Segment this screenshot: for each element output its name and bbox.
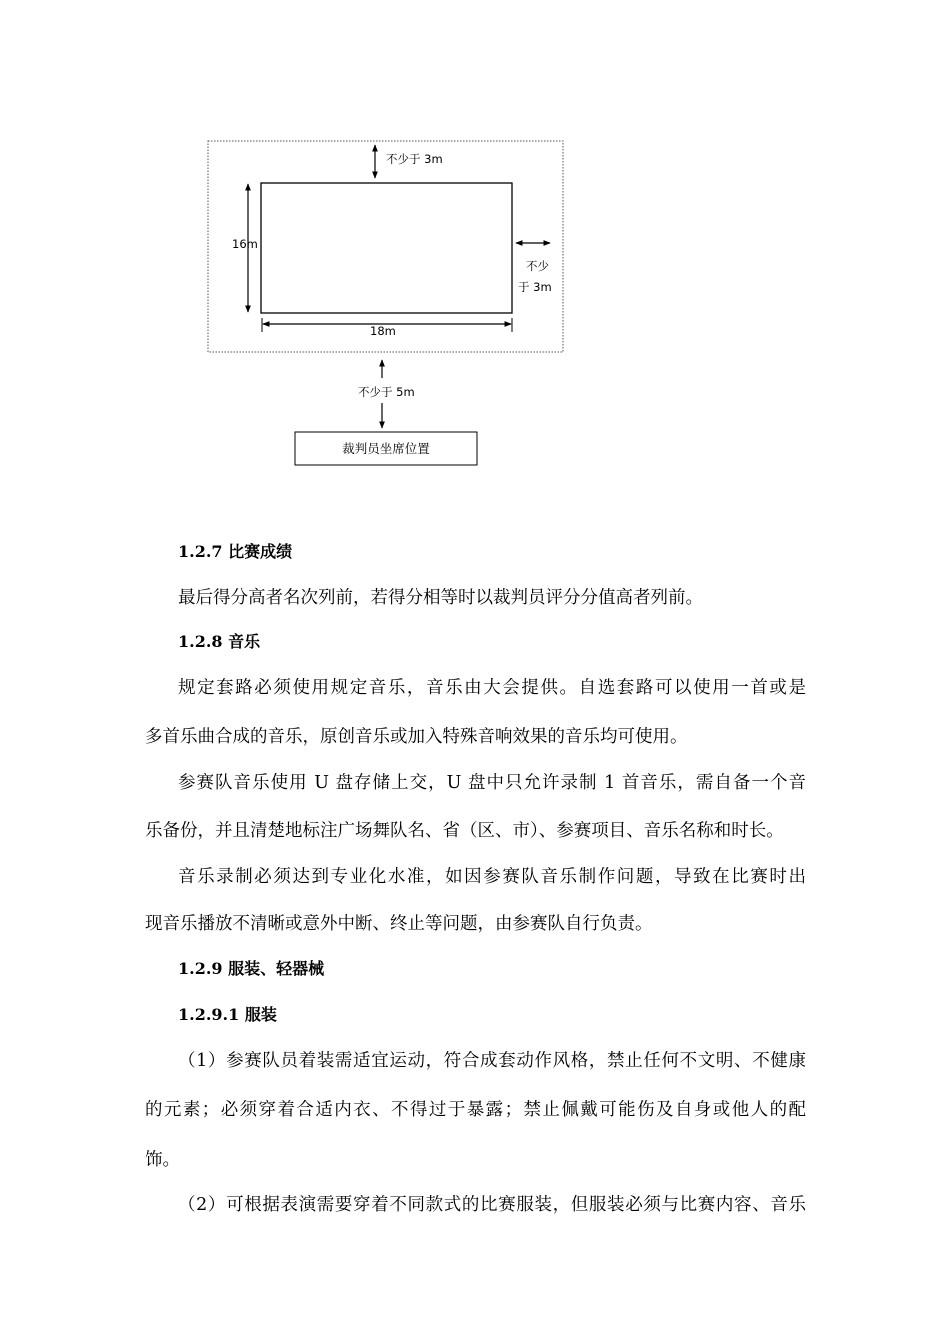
paragraph-results: 最后得分高者名次列前，若得分相等时以裁判员评分分值高者列前。 [178,588,703,608]
music-p3-line2: 现音乐播放不清晰或意外中断、终止等问题，由参赛队自行负责。 [145,914,653,934]
music-p1-line1: 规定套路必须使用规定音乐，音乐由大会提供。自选套路可以使用一首或是 [178,678,806,698]
side-gap-label-line2: 于 3m [518,280,552,294]
heading-1-2-7: 1.2.7 比赛成绩 [178,542,293,561]
judge-seat-label: 裁判员坐席位置 [342,441,430,456]
competition-area [261,183,512,313]
venue-layout-diagram [0,0,950,520]
music-p2-line1: 参赛队音乐使用 U 盘存储上交，U 盘中只允许录制 1 首音乐，需自备一个音 [178,773,806,793]
music-p2-line2: 乐备份，并且清楚地标注广场舞队名、省（区、市）、参赛项目、音乐名称和时长。 [145,821,784,841]
bottom-gap-label: 不少于 5m [358,385,415,399]
costume-p1-line1: （1）参赛队员着装需适宜运动，符合成套动作风格，禁止任何不文明、不健康 [178,1051,806,1071]
costume-p1-line2: 的元素；必须穿着合适内衣、不得过于暴露；禁止佩戴可能伤及自身或他人的配 [145,1100,806,1120]
costume-p1-line3: 饰。 [145,1150,180,1170]
music-p3-line1: 音乐录制必须达到专业化水准，如因参赛队音乐制作问题，导致在比赛时出 [178,867,806,887]
top-gap-label: 不少于 3m [386,152,443,166]
music-p1-line2: 多首乐曲合成的音乐，原创音乐或加入特殊音响效果的音乐均可使用。 [145,727,688,747]
width-label: 18m [370,324,396,338]
heading-1-2-9: 1.2.9 服装、轻器械 [178,959,325,978]
heading-1-2-9-1: 1.2.9.1 服装 [178,1005,277,1024]
heading-1-2-8: 1.2.8 音乐 [178,632,261,651]
side-gap-label-line1: 不少 [526,259,549,273]
height-label: 16m [232,237,258,251]
costume-p2-line1: （2）可根据表演需要穿着不同款式的比赛服装，但服装必须与比赛内容、音乐 [178,1195,806,1215]
